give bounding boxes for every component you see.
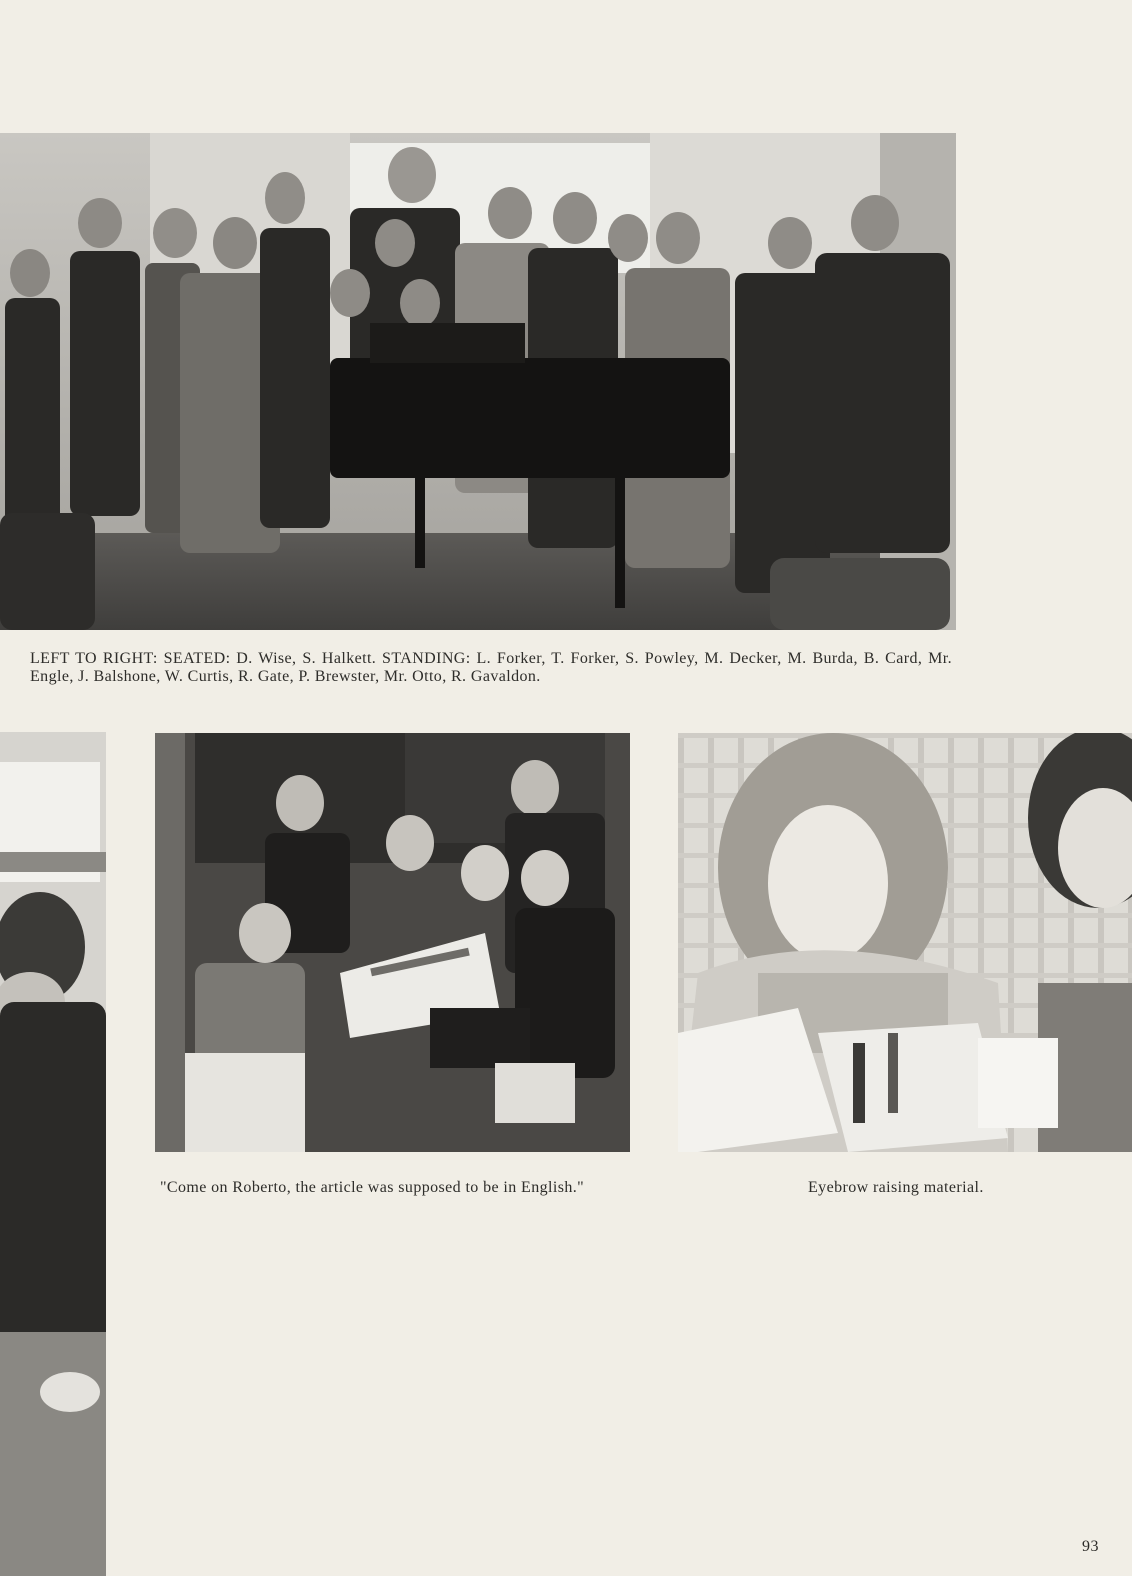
- newspaper-photo-caption: "Come on Roberto, the article was supposed to be in English.": [160, 1179, 585, 1196]
- group-photo-image: [0, 133, 956, 630]
- left-cropped-photo: [0, 732, 106, 1576]
- newspaper-reading-photo-image: [155, 733, 630, 1152]
- group-photo-caption: LEFT TO RIGHT: SEATED: D. Wise, S. Halkett. STANDING: L. Forker, T. Forker, S. Powley, M. Decker, M. Burda, B. Card, Mr. Engle, J. Balshone, W. Curtis, R. Gate, P. Brewster, Mr. Otto, R. Gavaldon.: [30, 650, 952, 685]
- newspaper-reading-photo: [155, 733, 630, 1152]
- page-number: 93: [1082, 1538, 1099, 1555]
- girl-photo-caption: Eyebrow raising material.: [808, 1179, 984, 1196]
- left-cropped-photo-image: [0, 732, 106, 1576]
- group-photo: [0, 133, 956, 630]
- girl-reading-photo: [678, 733, 1132, 1152]
- girl-reading-photo-image: [678, 733, 1132, 1152]
